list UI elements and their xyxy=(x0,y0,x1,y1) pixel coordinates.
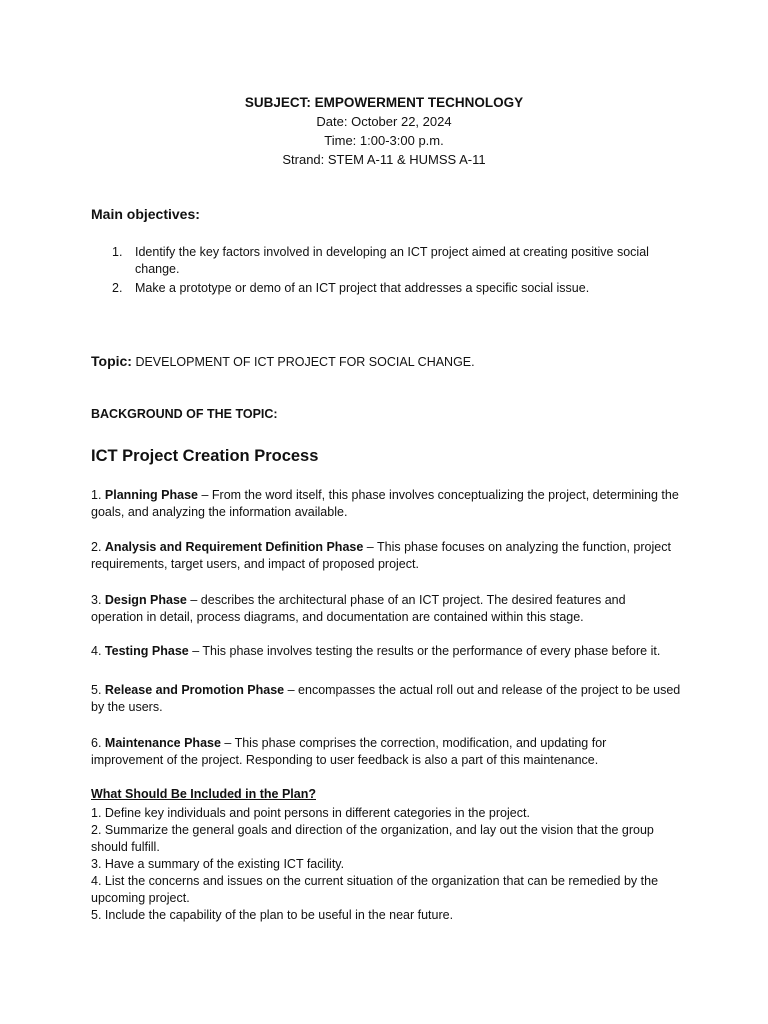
list-item-text: Make a prototype or demo of an ICT project that addresses a specific social issue. xyxy=(135,281,590,295)
plan-heading: What Should Be Included in the Plan? xyxy=(91,787,316,801)
phase-name: Release and Promotion Phase xyxy=(104,683,285,697)
phase-paragraph xyxy=(91,682,681,716)
background-heading: BACKGROUND OF THE TOPIC: xyxy=(91,407,278,421)
list-item: 2. Summarize the general goals and direction of the organization, and lay out the vision that the group should fulfill. xyxy=(91,823,654,854)
phase-text: – This phase comprises the correction, modification, and updating for improvement of the project. Responding to user feedback is also a part of this maintenance. xyxy=(91,736,607,767)
phase-name: Analysis and Requirement Definition Phase xyxy=(104,540,364,554)
list-item xyxy=(91,244,681,278)
list-item: 3. Have a summary of the existing ICT facility. xyxy=(91,857,345,871)
phase-number: 1. xyxy=(91,488,105,502)
plan-list xyxy=(91,805,681,924)
phase-number: 6. xyxy=(91,736,105,750)
phase-number: 4. xyxy=(91,644,105,658)
list-item-number: 1. xyxy=(112,245,123,259)
phase-name: Planning Phase xyxy=(104,488,198,502)
date-line: Date: October 22, 2024 xyxy=(316,114,452,129)
objectives-list xyxy=(91,244,681,299)
phase-text: – describes the architectural phase of an ICT project. The desired features and operation in detail, process diagrams, and documentation are contained within this stage. xyxy=(91,593,626,624)
topic-line xyxy=(91,353,475,369)
time-line: Time: 1:00-3:00 p.m. xyxy=(324,133,444,148)
phase-number: 5. xyxy=(91,683,105,697)
phase-paragraph xyxy=(91,487,681,521)
phase-name: Design Phase xyxy=(104,593,187,607)
phase-text: – This phase focuses on analyzing the function, project requirements, target users, and impact of proposed project. xyxy=(91,540,671,571)
list-item: 4. List the concerns and issues on the current situation of the organization that can be remedied by the upcoming project. xyxy=(91,874,659,905)
list-item xyxy=(91,280,681,297)
list-item: 5. Include the capability of the plan to be useful in the near future. xyxy=(91,908,454,922)
subject-title: SUBJECT: EMPOWERMENT TECHNOLOGY xyxy=(244,95,524,110)
phase-paragraph xyxy=(91,643,681,660)
phase-name: Maintenance Phase xyxy=(104,736,221,750)
phase-text: – This phase involves testing the results or the performance of every phase before it. xyxy=(188,644,661,658)
phase-text: – encompasses the actual roll out and release of the project to be used by the users. xyxy=(91,683,681,714)
phase-paragraph xyxy=(91,592,681,626)
objectives-heading: Main objectives: xyxy=(91,206,200,222)
strand-line: Strand: STEM A-11 & HUMSS A-11 xyxy=(282,152,486,167)
topic-label: Topic: xyxy=(91,353,132,369)
phase-number: 2. xyxy=(91,540,105,554)
phase-name: Testing Phase xyxy=(104,644,189,658)
list-item-number: 2. xyxy=(112,281,123,295)
list-item-text: Identify the key factors involved in developing an ICT project aimed at creating positive social change. xyxy=(135,245,649,276)
phase-paragraph xyxy=(91,539,681,573)
topic-text: DEVELOPMENT OF ICT PROJECT FOR SOCIAL CHANGE. xyxy=(131,355,475,369)
phase-text: – From the word itself, this phase involves conceptualizing the project, determining the goals, and analyzing the information available. xyxy=(91,488,679,519)
list-item: 1. Define key individuals and point persons in different categories in the project. xyxy=(91,806,530,820)
phase-paragraph xyxy=(91,735,681,769)
phase-number: 3. xyxy=(91,593,105,607)
process-heading: ICT Project Creation Process xyxy=(91,447,319,465)
